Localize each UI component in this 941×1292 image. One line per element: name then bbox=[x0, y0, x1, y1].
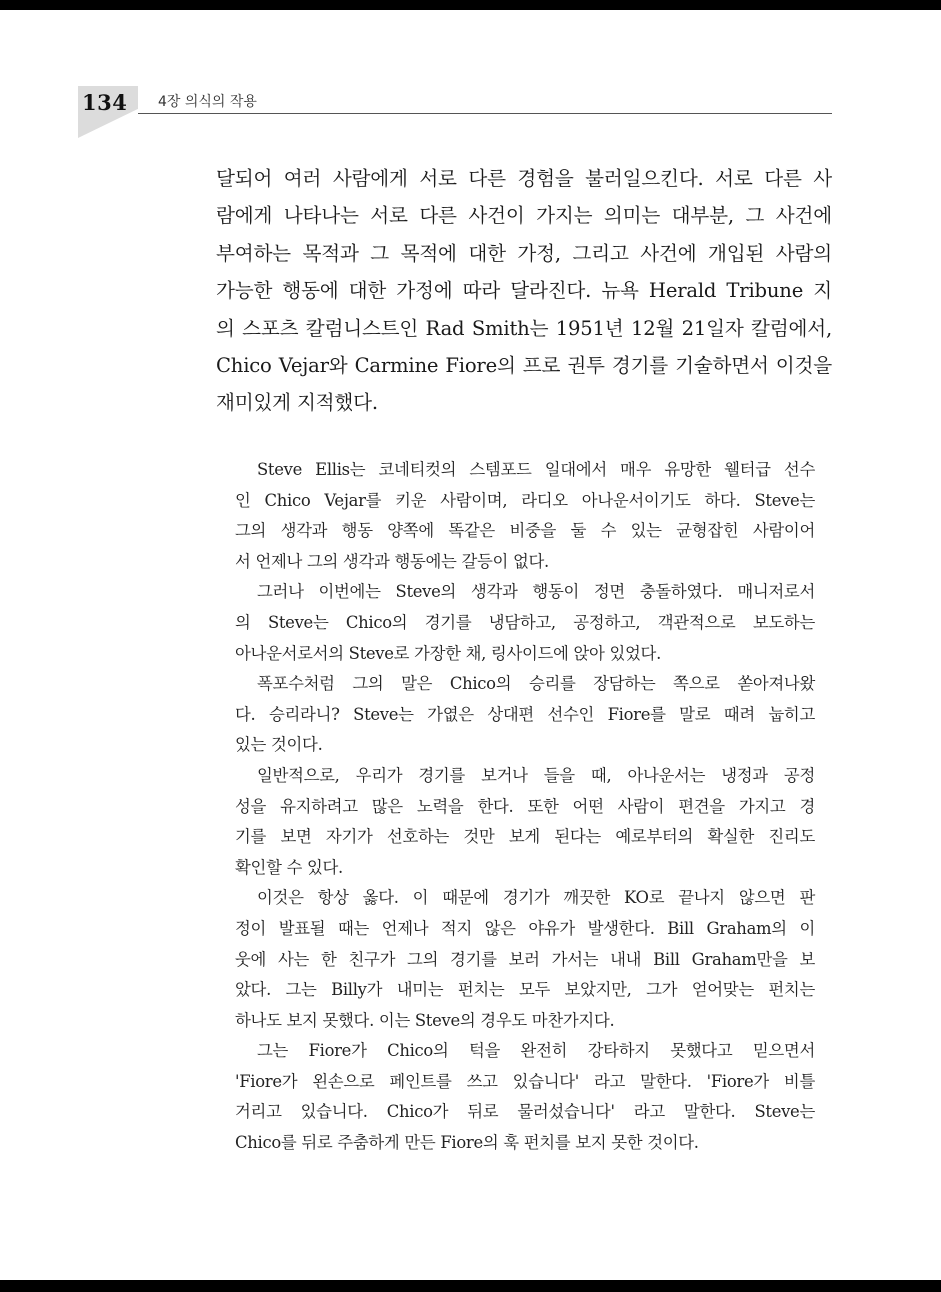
quote-line: 이것은 항상 옳다. 이 때문에 경기가 깨끗한 KO로 끝나지 않으면 판 bbox=[257, 888, 815, 908]
quote-line: 았다. 그는 Billy가 내미는 펀치는 모두 보았지만, 그가 얻어맞는 펀치는 bbox=[235, 980, 815, 1000]
quote-line: 의 Steve는 Chico의 경기를 냉담하고, 공정하고, 객관적으로 보도하는 bbox=[235, 612, 815, 632]
quote-line: 'Fiore가 왼손으로 페인트를 쓰고 있습니다' 라고 말한다. 'Fiore가 비틀 bbox=[235, 1071, 815, 1091]
text-line: 달되어 여러 사람에게 서로 다른 경험을 불러일으킨다. 서로 다른 사 bbox=[216, 167, 832, 190]
text-line: Chico Vejar와 Carmine Fiore의 프로 권투 경기를 기술하면서 이것을 bbox=[216, 353, 832, 377]
quoted-passage bbox=[235, 455, 815, 1159]
top-border bbox=[0, 0, 941, 10]
page-number: 134 bbox=[82, 90, 128, 115]
quote-line: 일반적으로, 우리가 경기를 보거나 들을 때, 아나운서는 냉정과 공정 bbox=[257, 765, 815, 785]
quote-line: 다. 승리라니? Steve는 가엾은 상대편 선수인 Fiore를 말로 때려 눕히고 bbox=[235, 704, 815, 724]
quote-line: 폭포수처럼 그의 말은 Chico의 승리를 장담하는 쪽으로 쏟아져나왔 bbox=[257, 674, 815, 694]
quote-line: 그러나 이번에는 Steve의 생각과 행동이 정면 충돌하였다. 매니저로서 bbox=[257, 582, 815, 602]
quote-line: 하나도 보지 못했다. 이는 Steve의 경우도 마찬가지다. bbox=[235, 1010, 615, 1030]
quote-line: 정이 발표될 때는 언제나 적지 않은 야유가 발생한다. Bill Graham의 이 bbox=[235, 918, 815, 938]
text-line: 람에게 나타나는 서로 다른 사건이 가지는 의미는 대부분, 그 사건에 bbox=[216, 204, 832, 228]
quote-line: 인 Chico Vejar를 키운 사람이며, 라디오 아나운서이기도 하다. Steve는 bbox=[235, 490, 815, 510]
quote-line: 아나운서로서의 Steve로 가장한 채, 링사이드에 앉아 있었다. bbox=[235, 643, 661, 663]
header-rule bbox=[138, 113, 832, 114]
quote-line: Chico를 뒤로 주춤하게 만든 Fiore의 훅 펀치를 보지 못한 것이다. bbox=[235, 1133, 699, 1153]
main-paragraph bbox=[216, 160, 832, 422]
text-line: 가능한 행동에 대한 가정에 따라 달라진다. 뉴욕 Herald Tribune 지 bbox=[216, 279, 832, 303]
quote-line: Steve Ellis는 코네티컷의 스템포드 일대에서 매우 유망한 웰터급 선수 bbox=[257, 460, 815, 479]
chapter-title: 4장 의식의 작용 bbox=[158, 94, 257, 110]
quote-line: 그의 생각과 행동 양쪽에 똑같은 비중을 둘 수 있는 균형잡힌 사람이어 bbox=[235, 521, 815, 541]
quote-line: 확인할 수 있다. bbox=[235, 857, 343, 877]
quote-line: 웃에 사는 한 친구가 그의 경기를 보러 가서는 내내 Bill Graham만을 보 bbox=[235, 949, 815, 969]
quote-line: 있는 것이다. bbox=[235, 735, 323, 755]
text-line: 재미있게 지적했다. bbox=[216, 391, 378, 415]
quote-line: 서 언제나 그의 생각과 행동에는 갈등이 없다. bbox=[235, 551, 549, 571]
text-line: 의 스포츠 칼럼니스트인 Rad Smith는 1951년 12월 21일자 칼럼에서, bbox=[216, 316, 832, 340]
bottom-border bbox=[0, 1280, 941, 1292]
quote-line: 거리고 있습니다. Chico가 뒤로 물러섰습니다' 라고 말한다. Steve는 bbox=[235, 1102, 815, 1122]
quote-line: 성을 유지하려고 많은 노력을 한다. 또한 어떤 사람이 편견을 가지고 경 bbox=[235, 796, 815, 816]
quote-line: 기를 보면 자기가 선호하는 것만 보게 된다는 예로부터의 확실한 진리도 bbox=[235, 827, 815, 847]
quote-line: 그는 Fiore가 Chico의 턱을 완전히 강타하지 못했다고 믿으면서 bbox=[257, 1041, 815, 1061]
text-line: 부여하는 목적과 그 목적에 대한 가정, 그리고 사건에 개입된 사람의 bbox=[216, 241, 832, 265]
